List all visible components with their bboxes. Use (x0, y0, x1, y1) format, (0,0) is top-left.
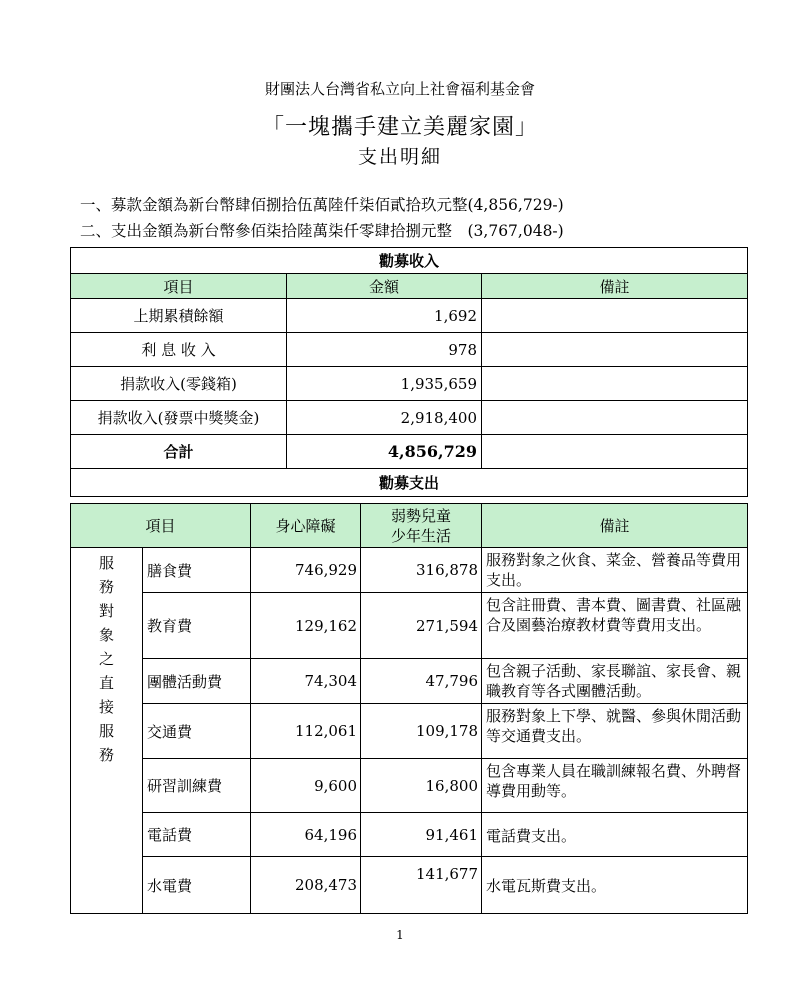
income-header-amount: 金額 (287, 274, 482, 299)
expense-youth: 271,594 (361, 593, 482, 659)
table-row (71, 401, 748, 435)
table-row (71, 299, 748, 333)
income-header-item: 項目 (71, 274, 287, 299)
income-section-title: 勸募收入 (71, 248, 748, 274)
expense-note: 水電瓦斯費支出。 (482, 857, 748, 914)
summary-line-expense: 二、支出金額為新台幣參佰柒拾陸萬柒仟零肆拾捌元整 (3,767,048-) (80, 222, 564, 240)
table-row (71, 333, 748, 367)
expense-item: 水電費 (143, 857, 251, 914)
income-total-label: 合計 (71, 435, 287, 469)
expense-category-label: 服 務 對 象 之 直 接 服 務 (71, 548, 143, 914)
table-row (71, 857, 748, 914)
expense-header-item: 項目 (71, 504, 251, 548)
table-row (71, 548, 748, 593)
expense-disabled: 64,196 (251, 813, 361, 857)
income-note (482, 401, 748, 435)
organization-name: 財團法人台灣省私立向上社會福利基金會 (264, 80, 535, 98)
table-row (71, 704, 748, 759)
table-row (71, 813, 748, 857)
table-row (71, 367, 748, 401)
income-note (482, 299, 748, 333)
income-item: 利 息 收 入 (71, 333, 287, 367)
income-total-note (482, 435, 748, 469)
income-item: 捐款收入(發票中獎獎金) (71, 401, 287, 435)
expense-youth: 316,878 (361, 548, 482, 593)
expense-disabled: 208,473 (251, 857, 361, 914)
expense-header-note: 備註 (482, 504, 748, 548)
income-header-note: 備註 (482, 274, 748, 299)
expense-table (70, 503, 748, 914)
expense-youth: 109,178 (361, 704, 482, 759)
income-total-row (71, 435, 748, 469)
expense-item: 團體活動費 (143, 659, 251, 704)
expense-item: 研習訓練費 (143, 759, 251, 813)
table-row (71, 593, 748, 659)
income-amount: 978 (287, 333, 482, 367)
income-amount: 2,918,400 (287, 401, 482, 435)
income-item: 捐款收入(零錢箱) (71, 367, 287, 401)
expense-item: 電話費 (143, 813, 251, 857)
income-table (70, 247, 748, 497)
income-amount: 1,692 (287, 299, 482, 333)
expense-header-youth-line2: 少年生活 (391, 526, 452, 545)
expense-youth: 47,796 (361, 659, 482, 704)
income-amount: 1,935,659 (287, 367, 482, 401)
table-row (71, 759, 748, 813)
expense-youth: 16,800 (361, 759, 482, 813)
expense-youth: 91,461 (361, 813, 482, 857)
expense-header-youth-line1: 弱勢兒童 (391, 506, 452, 525)
summary-line-income: 一、募款金額為新台幣肆佰捌拾伍萬陸仟柒佰貳拾玖元整(4,856,729-) (80, 196, 564, 214)
expense-item: 交通費 (143, 704, 251, 759)
document-title: 「一塊攜手建立美麗家園」 (261, 115, 538, 140)
expense-note: 電話費支出。 (482, 813, 748, 857)
expense-note: 服務對象上下學、就醫、參與休閒活動等交通費支出。 (482, 704, 748, 759)
expense-note: 包含專業人員在職訓練報名費、外聘督導費用動等。 (482, 759, 748, 813)
income-total-amount: 4,856,729 (287, 435, 482, 469)
expense-disabled: 746,929 (251, 548, 361, 593)
table-row (71, 659, 748, 704)
expense-disabled: 129,162 (251, 593, 361, 659)
expense-disabled: 112,061 (251, 704, 361, 759)
expense-section-title: 勸募支出 (71, 469, 748, 497)
expense-header-youth (361, 504, 482, 548)
page-number: 1 (396, 928, 404, 942)
income-item: 上期累積餘額 (71, 299, 287, 333)
expense-disabled: 9,600 (251, 759, 361, 813)
income-note (482, 333, 748, 367)
expense-note: 服務對象之伙食、菜金、營養品等費用支出。 (482, 548, 748, 593)
expense-note: 包含親子活動、家長聯誼、家長會、親職教育等各式團體活動。 (482, 659, 748, 704)
expense-header-disabled: 身心障礙 (251, 504, 361, 548)
expense-youth: 141,677 (361, 857, 482, 914)
expense-item: 膳食費 (143, 548, 251, 593)
expense-note: 包含註冊費、書本費、圖書費、社區融合及園藝治療教材費等費用支出。 (482, 593, 748, 659)
expense-item: 教育費 (143, 593, 251, 659)
document-subtitle: 支出明細 (357, 146, 442, 168)
income-note (482, 367, 748, 401)
expense-disabled: 74,304 (251, 659, 361, 704)
